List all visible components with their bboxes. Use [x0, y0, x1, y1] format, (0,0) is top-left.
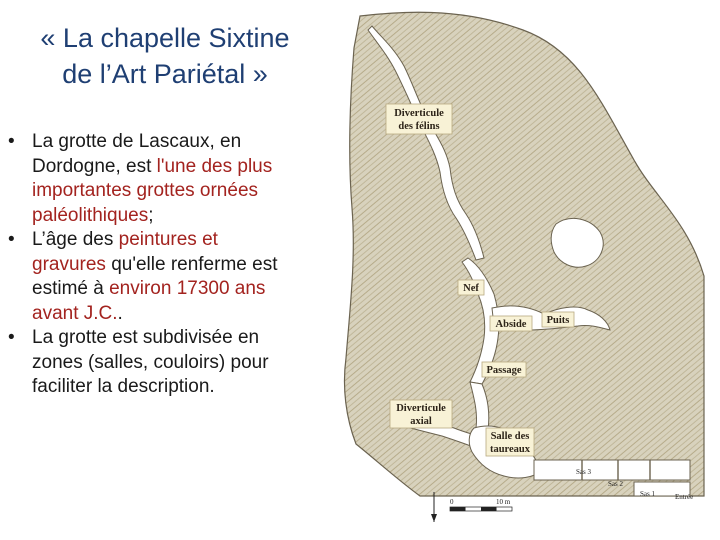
svg-text:Salle des: Salle des	[490, 431, 530, 442]
label-nef	[458, 280, 484, 295]
label-diverticule-axial	[390, 400, 452, 428]
svg-text:Diverticule: Diverticule	[396, 403, 446, 414]
highlighted-text: importantes grottes ornées	[32, 180, 259, 201]
slide-title-line-1: « La chapelle Sixtine	[40, 23, 290, 53]
slide-title	[0, 20, 330, 92]
highlighted-text: peintures et	[118, 229, 218, 250]
svg-text:taureaux: taureaux	[489, 444, 531, 455]
highlighted-text: environ 17300 ans	[109, 278, 266, 299]
highlighted-text: avant J.C.	[32, 302, 118, 324]
bullet-line	[32, 326, 330, 351]
label-passage	[482, 362, 526, 377]
bullet-text: .	[117, 302, 123, 324]
bullet-line	[32, 155, 330, 180]
entrance-corridor	[534, 460, 690, 480]
bullet-line	[32, 375, 330, 400]
scale-bar	[450, 498, 512, 511]
bullet-text: L’âge des	[32, 229, 119, 250]
highlighted-text: l'une des plus	[156, 155, 273, 177]
bullet-line	[32, 277, 330, 302]
bullet-text: La grotte est subdivisée en	[32, 327, 260, 348]
label-diverticule-felins	[386, 104, 452, 134]
bullet-text: ;	[148, 204, 154, 226]
svg-text:0: 0	[450, 498, 454, 506]
svg-text:des félins: des félins	[398, 121, 440, 132]
bullet-item	[8, 228, 330, 326]
highlighted-text: paléolithiques	[32, 204, 149, 226]
lascaux-cave-map	[338, 8, 710, 528]
bullet-text: estimé à	[32, 278, 110, 299]
svg-text:Abside: Abside	[495, 319, 527, 330]
svg-text:10 m: 10 m	[496, 498, 511, 506]
svg-text:Passage: Passage	[486, 365, 522, 376]
slide-title-line-2: de l’Art Pariétal »	[62, 59, 268, 89]
bullet-text: zones (salles, couloirs) pour	[32, 351, 269, 373]
label-salle-des-taureaux	[486, 428, 534, 456]
bullet-item	[8, 326, 330, 400]
label-sas-1: Sas 1	[640, 490, 655, 498]
svg-text:Nef: Nef	[463, 283, 479, 294]
label-sas-2: Sas 2	[608, 480, 623, 488]
svg-text:Diverticule: Diverticule	[394, 108, 444, 119]
bullet-dot-icon: •	[8, 327, 15, 348]
bullet-item	[8, 130, 330, 228]
bullet-text: Dordogne, est	[32, 155, 157, 177]
bullet-text: faciliter la description.	[32, 376, 215, 397]
bullet-line	[32, 204, 330, 229]
highlighted-text: gravures	[32, 253, 106, 275]
bullet-text: qu'elle renferme est	[105, 253, 278, 275]
label-abside	[490, 316, 532, 331]
bullet-line	[32, 228, 330, 253]
bullet-text: La grotte de Lascaux, en	[32, 131, 242, 152]
bullet-dot-icon: •	[8, 229, 15, 250]
bullet-line	[32, 130, 330, 155]
bullet-line	[32, 253, 330, 278]
bullet-line	[32, 351, 330, 376]
bullet-line	[32, 179, 330, 204]
label-puits	[542, 312, 574, 327]
bullet-dot-icon: •	[8, 131, 15, 152]
label-sas-3: Sas 3	[576, 468, 591, 476]
label-entree: Entrée	[675, 493, 694, 501]
svg-text:Puits: Puits	[546, 315, 570, 326]
svg-text:axial: axial	[410, 416, 432, 427]
bullet-list	[8, 130, 330, 400]
bullet-line	[32, 302, 330, 327]
